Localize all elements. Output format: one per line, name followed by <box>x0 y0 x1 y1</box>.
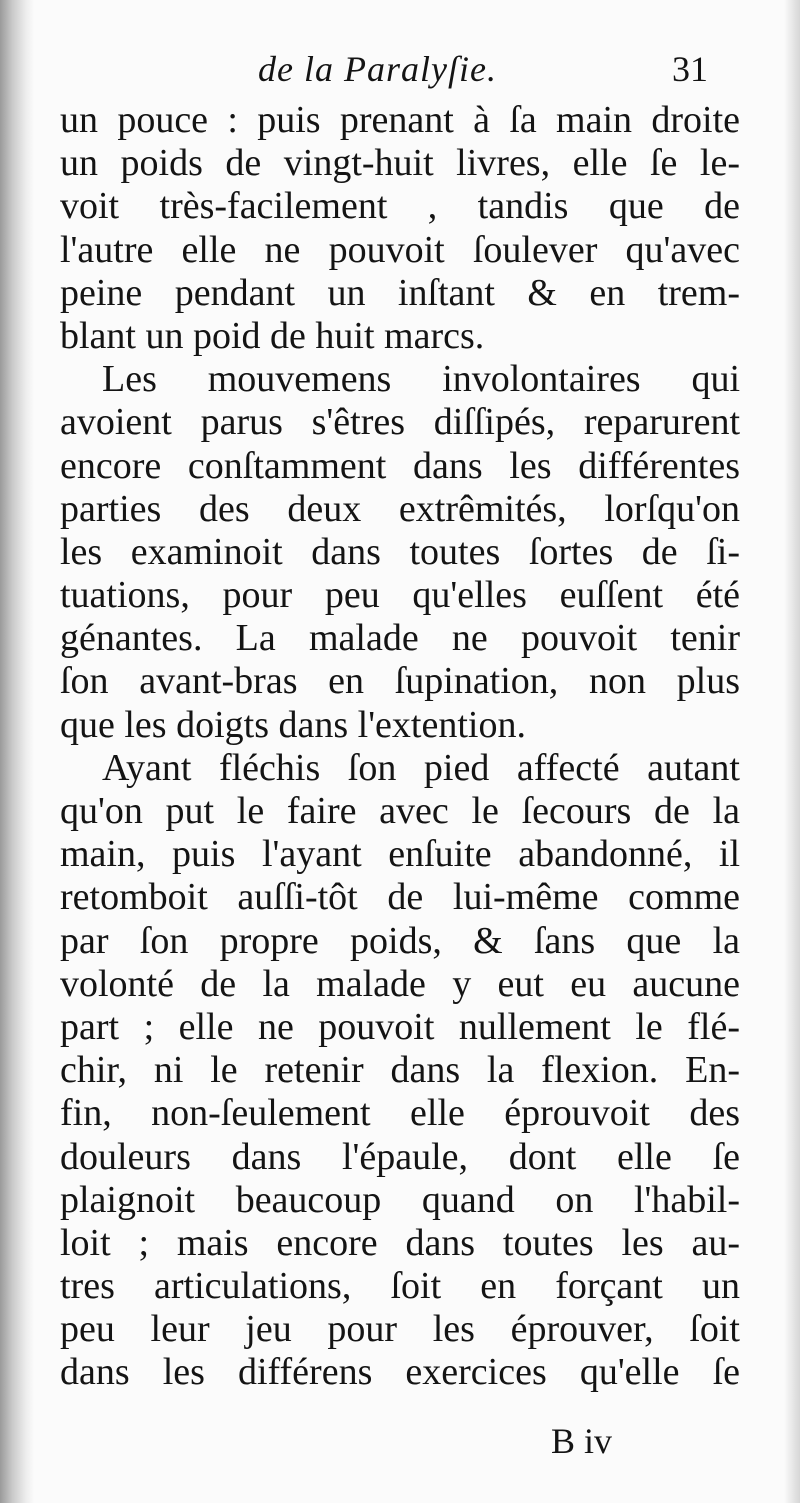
text-line: encore conſtamment dans les différentes <box>60 444 740 487</box>
text-line: avoient parus s'êtres diſſipés, reparurent <box>60 401 740 444</box>
text-line: génantes. La malade ne pouvoit tenir <box>60 617 740 660</box>
text-line: qu'on put le faire avec le ſecours de la <box>60 790 740 832</box>
text-line: blant un poid de huit marcs. <box>60 314 485 357</box>
edge-shadow <box>784 0 800 1503</box>
text-line: main, puis l'ayant enſuite abandonné, il <box>60 833 740 876</box>
text-line: retomboit auſſi-tôt de lui-même comme <box>60 876 740 919</box>
text-line: voit très-facilement , tandis que de <box>60 185 740 228</box>
text-line: fin, non-ſeulement elle éprouvoit des <box>60 1092 740 1135</box>
text-line: plaignoit beaucoup quand on l'habil- <box>60 1178 740 1221</box>
text-line: peu leur jeu pour les éprouver, ſoit <box>60 1308 740 1351</box>
text-line: chir, ni le retenir dans la flexion. En- <box>60 1049 740 1092</box>
text-line: douleurs dans l'épaule, dont elle ſe <box>60 1135 740 1178</box>
text-line: tuations, pour peu qu'elles euſſent été <box>60 574 740 617</box>
text-line: que les doigts dans l'extention. <box>60 703 526 746</box>
text-line: loit ; mais encore dans toutes les au- <box>60 1221 740 1264</box>
text-line: les examinoit dans toutes ſortes de ſi- <box>60 530 740 573</box>
text-line: ſon avant-bras en ſupination, non plus <box>60 660 740 703</box>
text-line: parties des deux extrêmités, lorſqu'on <box>60 487 740 530</box>
running-head <box>258 44 708 94</box>
text-line: par ſon propre poids, & ſans que la <box>60 919 740 962</box>
text-line: un poids de vingt-huit livres, elle ſe le- <box>60 142 740 185</box>
signature-mark: B iv <box>551 1421 613 1461</box>
text-line: Ayant fléchis ſon pied affecté autant <box>102 746 740 789</box>
text-line: tres articulations, ſoit en forçant un <box>60 1265 740 1308</box>
text-line: Les mouvemens involontaires qui <box>102 358 740 401</box>
body-text <box>60 99 740 1395</box>
text-line: part ; elle ne pouvoit nullement le flé- <box>60 1005 740 1048</box>
text-line: volonté de la malade y eut eu aucune <box>60 962 740 1005</box>
text-line: un pouce : puis prenant à ſa main droite <box>60 99 740 141</box>
text-line: peine pendant un inſtant & en trem- <box>60 271 740 314</box>
gutter-shadow <box>0 0 34 1503</box>
text-line: l'autre elle ne pouvoit ſoulever qu'avec <box>60 228 740 271</box>
text-line: dans les différens exercices qu'elle ſe <box>60 1351 740 1394</box>
page-number: 31 <box>672 49 708 89</box>
running-title: de la Paralyſie. <box>258 49 497 89</box>
